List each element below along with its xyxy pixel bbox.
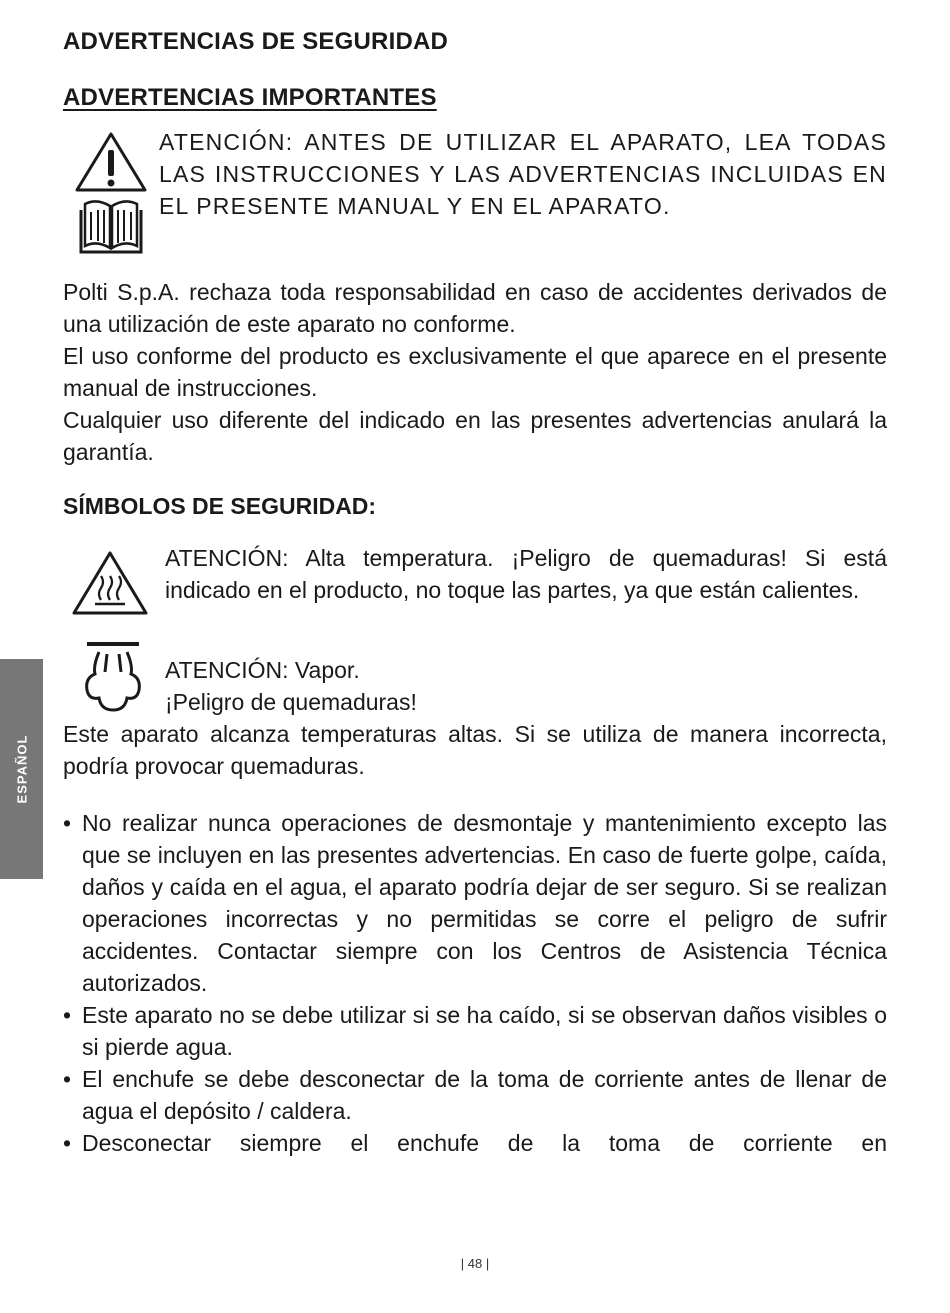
list-item: • El enchufe se debe desconectar de la toma de corriente antes de llenar de agua el depósito / caldera. xyxy=(63,1063,887,1127)
paragraph: Cualquier uso diferente del indicado en las presentes advertencias anulará la garantía. xyxy=(63,407,887,465)
paragraph: Polti S.p.A. rechaza toda responsabilidad en caso de accidentes derivados de una utilización de este aparato no conforme. xyxy=(63,279,887,337)
hot-surface-text: ATENCIÓN: Alta temperatura. ¡Peligro de quemaduras! Si está indicado en el producto, no toque las partes, ya que están calientes. xyxy=(165,545,887,603)
list-item: • Desconectar siempre el enchufe de la toma de corriente en xyxy=(63,1127,887,1159)
warning-icons xyxy=(75,128,147,261)
important-warning-block xyxy=(63,126,887,256)
steam-text-line: ¡Peligro de quemaduras! xyxy=(165,689,417,715)
important-warning-text: ATENCIÓN: ANTES DE UTILIZAR EL APARATO, LEA TODAS LAS INSTRUCCIONES Y LAS ADVERTENCIAS INCLUIDAS EN EL PRESENTE MANUAL Y EN EL APARATO. xyxy=(159,129,887,219)
list-item: • No realizar nunca operaciones de desmontaje y mantenimiento excepto las que se incluyen en las presentes advertencias. En caso de fuerte golpe, caída, daños y caída en el agua, el aparato podría dejar de ser seguro. Si se realizan operaciones incorrectas y no permitidas se corre el peligro de sufrir accidentes. Contactar siempre con los Centros de Asistencia Técnica autorizados. xyxy=(63,807,887,999)
page-number: | 48 | xyxy=(460,1256,490,1271)
warning-triangle-icon xyxy=(75,128,147,256)
safety-bullet-list xyxy=(63,807,887,1159)
page-content xyxy=(63,22,887,1159)
steam-paragraph: Este aparato alcanza temperaturas altas. Si se utiliza de manera incorrecta, podría provocar quemaduras. xyxy=(63,721,887,779)
responsibility-paragraphs xyxy=(63,276,887,468)
list-item: • Este aparato no se debe utilizar si se ha caído, si se observan daños visibles o si pierde agua. xyxy=(63,999,887,1063)
language-side-tab xyxy=(0,659,43,879)
paragraph: El uso conforme del producto es exclusivamente el que aparece en el presente manual de instrucciones. xyxy=(63,343,887,401)
page-title: ADVERTENCIAS DE SEGURIDAD xyxy=(63,28,449,55)
steam-icon xyxy=(81,640,145,716)
symbols-heading: SÍMBOLOS DE SEGURIDAD: xyxy=(63,493,377,519)
language-label: ESPAÑOL xyxy=(14,734,29,804)
steam-text xyxy=(165,654,887,718)
hot-surface-icon xyxy=(71,550,149,616)
section-subtitle: ADVERTENCIAS IMPORTANTES xyxy=(63,84,437,111)
manual-book-icon xyxy=(81,201,141,252)
steam-symbol xyxy=(63,654,887,718)
hot-surface-symbol xyxy=(63,542,887,638)
steam-text-line: ATENCIÓN: Vapor. xyxy=(165,657,360,683)
